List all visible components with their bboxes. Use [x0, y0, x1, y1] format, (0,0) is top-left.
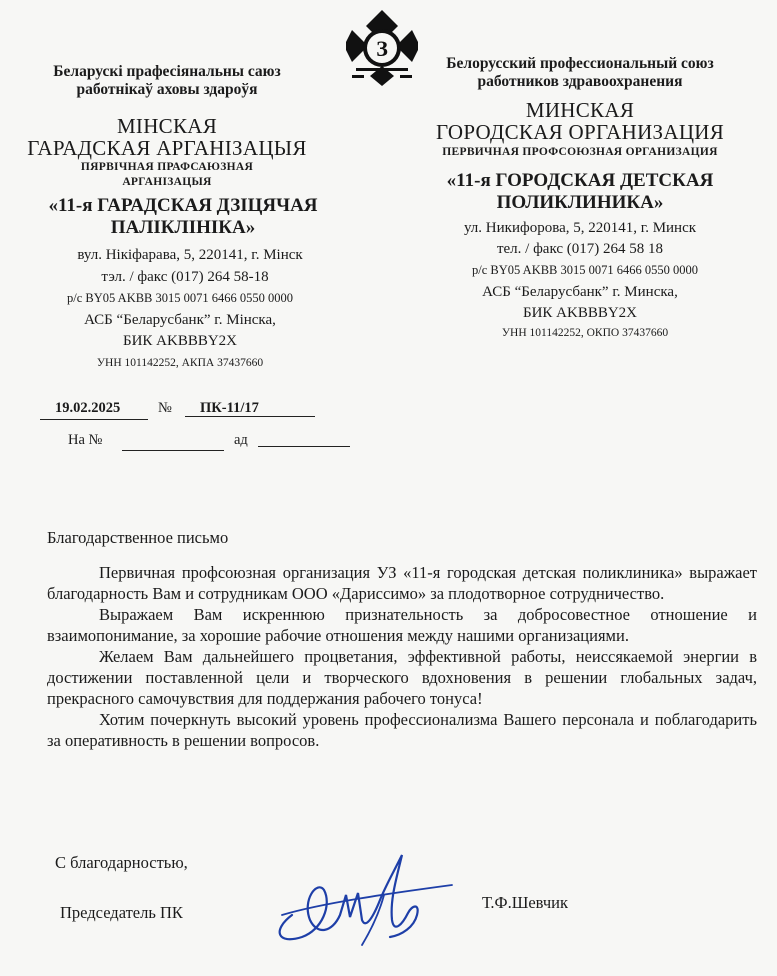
- right-city-org: [410, 99, 750, 143]
- letter-number: ПК-11/17: [200, 400, 259, 416]
- right-bik: БИК AKBBBY2X: [522, 305, 638, 321]
- right-union-line2: работников здравоохранения: [477, 73, 683, 90]
- right-ids: УНН 101142252, ОКПО 37437660: [501, 327, 669, 339]
- signer-title: Председатель ПК: [60, 903, 183, 922]
- left-city-line1: МІНСКАЯ: [116, 114, 218, 138]
- right-name-line1: «11-я ГОРОДСКАЯ ДЕТСКАЯ: [446, 170, 714, 191]
- right-union-name: [410, 55, 750, 91]
- left-address: вул. Нікіфарава, 5, 220141, г. Мінск: [77, 247, 303, 263]
- left-ids: УНН 101142252, АКПА 37437660: [96, 357, 264, 369]
- letter-date: 19.02.2025: [55, 400, 121, 416]
- right-primary-org: ПЕРВИЧНАЯ ПРОФСОЮЗНАЯ ОРГАНИЗАЦИЯ: [442, 146, 718, 158]
- right-org-name: [410, 170, 750, 214]
- from-label: ад: [234, 432, 248, 448]
- signature-image: [262, 845, 462, 955]
- left-city-line2: ГАРАДСКАЯ АРГАНІЗАЦЫЯ: [27, 136, 307, 160]
- on-number-label: На №: [68, 432, 103, 448]
- body-paragraph: Первичная профсоюзная организация УЗ «11-я городская детская поликлиника» выражает благодарность Вам и сотрудникам ООО «Дариссимо» за плодотворное сотрудничество.: [47, 563, 757, 603]
- number-underline: [185, 416, 315, 417]
- left-city-org: [8, 115, 326, 159]
- number-sign: №: [158, 400, 172, 416]
- body-paragraph: Хотим почеркнуть высокий уровень профессионализма Вашего персонала и поблагодарить за оперативность в решении вопросов.: [47, 710, 757, 750]
- right-account: р/с BY05 AKBB 3015 0071 6466 0550 0000: [471, 263, 699, 277]
- body-paragraph: Выражаем Вам искреннюю признательность за добросовестное отношение и взаимопонимание, за хорошие рабочие отношения между нашими организациями.: [47, 605, 757, 645]
- union-emblem-icon: [346, 8, 418, 88]
- left-union-line1: Беларускі прафесіянальны саюз: [53, 63, 281, 80]
- left-account: р/с BY05 AKBB 3015 0071 6466 0550 0000: [66, 291, 294, 305]
- from-blank: [258, 446, 350, 447]
- body-paragraph: Желаем Вам дальнейшего процветания, эффективной работы, неиссякаемой энергии в достижении поставленной цели и творческого вдохновения в решении глобальных задач, прекрасного самочувствия для поддержания рабочего тонуса!: [47, 647, 757, 708]
- signer-name: Т.Ф.Шевчик: [482, 893, 568, 912]
- left-phone: тэл. / факс (017) 264 58-18: [101, 269, 269, 285]
- right-city-line1: МИНСКАЯ: [525, 98, 635, 122]
- right-name-line2: ПОЛИКЛИНИКА»: [496, 192, 664, 213]
- left-primary-org: [8, 160, 326, 190]
- left-name-line2: ПАЛІКЛІНІКА»: [110, 217, 256, 238]
- letter-title: Благодарственное письмо: [47, 528, 229, 547]
- right-address: ул. Никифорова, 5, 220141, г. Минск: [463, 220, 697, 236]
- letter-body: [47, 562, 757, 751]
- left-primary-line2: АРГАНІЗАЦЫЯ: [122, 176, 212, 188]
- left-bank: АСБ “Беларусбанк” г. Мінска,: [84, 312, 276, 328]
- left-name-line1: «11-я ГАРАДСКАЯ ДЗІЦЯЧАЯ: [48, 195, 318, 216]
- left-bik: БИК AKBBBY2X: [122, 333, 238, 349]
- right-city-line2: ГОРОДСКАЯ ОРГАНИЗАЦИЯ: [435, 120, 725, 144]
- right-union-line1: Белорусский профессиональный союз: [446, 55, 714, 72]
- left-primary-line1: ПЯРВІЧНАЯ ПРАФСАЮЗНАЯ: [80, 161, 254, 173]
- left-org-name: [8, 195, 358, 239]
- left-union-name: [8, 63, 326, 99]
- closing-phrase: С благодарностью,: [55, 853, 188, 872]
- left-union-line2: работнікаў аховы здароўя: [76, 81, 258, 98]
- right-bank: АСБ “Беларусбанк” г. Минска,: [482, 284, 678, 300]
- right-phone: тел. / факс (017) 264 58 18: [496, 241, 664, 257]
- date-underline: [40, 419, 148, 420]
- svg-text:З: З: [376, 36, 388, 61]
- on-number-blank: [122, 450, 224, 451]
